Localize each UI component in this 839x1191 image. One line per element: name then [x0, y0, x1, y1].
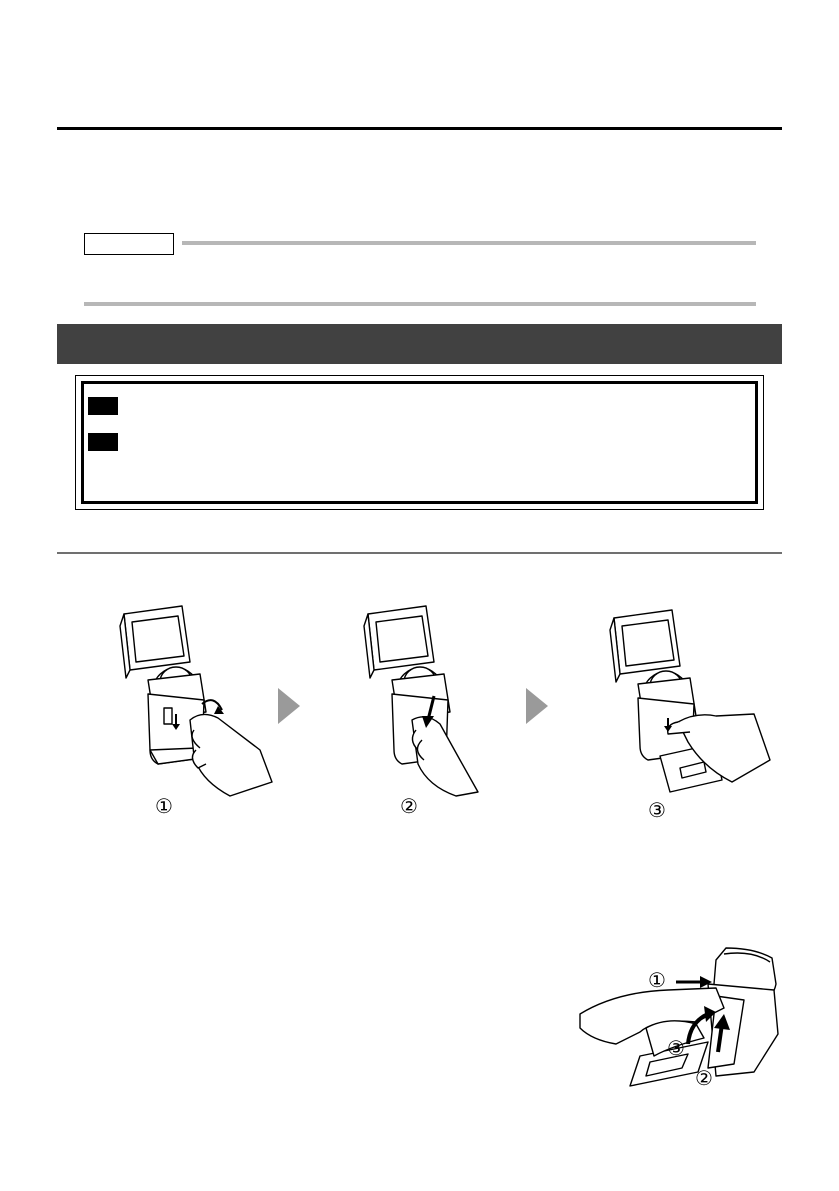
- warning-badge-icon: [88, 433, 118, 451]
- procedure-divider: [57, 552, 782, 554]
- detail-callout-2: ②: [695, 1066, 713, 1090]
- step-number-1: ①: [155, 794, 173, 818]
- videoscope-step1-illustration: [110, 600, 280, 800]
- detail-callout-3: ③: [667, 1036, 685, 1060]
- warning-badge-icon: [88, 397, 118, 415]
- note-tag: [84, 233, 174, 255]
- battery-cover-detail-illustration: [576, 944, 780, 1088]
- note-top-line: [182, 241, 756, 245]
- step-arrow-icon: [278, 688, 300, 724]
- heading-rule: [57, 127, 782, 130]
- warning-box-inner: [81, 381, 758, 504]
- videoscope-step2-illustration: [356, 600, 496, 800]
- videoscope-step3-illustration: [604, 604, 774, 800]
- step-arrow-icon: [526, 688, 548, 724]
- note-bottom-line: [84, 302, 756, 306]
- step-number-3: ③: [648, 798, 666, 822]
- detail-callout-1: ①: [648, 968, 666, 992]
- step-number-2: ②: [400, 794, 418, 818]
- section-header-bar: [57, 324, 782, 364]
